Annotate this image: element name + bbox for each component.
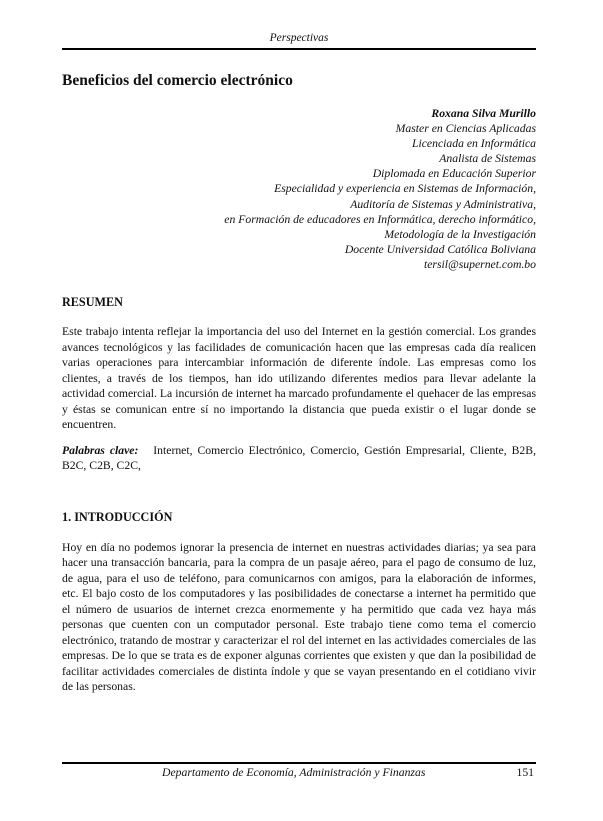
author-credential: Docente Universidad Católica Boliviana bbox=[344, 242, 536, 256]
page-footer bbox=[62, 760, 536, 786]
resumen-heading: RESUMEN bbox=[62, 295, 123, 310]
resumen-paragraph: Este trabajo intenta reflejar la importancia del uso del Internet en la gestión comercial. Los grandes avances tecnológicos y las facilidades de comunicación hacen que las empresas cada día realicen varias operaciones para intercambiar información de diferente índole. Las empresas como los clientes, a través de los tiempos, han ido utilizando diferentes medios para llevar adelante la actividad comercial. La incursión de internet ha marcado profundamente el quehacer de las empresas y éstas se comunican entre sí no importando la distancia que pueda existir o el lugar donde se encuentren. bbox=[62, 325, 536, 432]
footer-rule bbox=[62, 762, 536, 764]
page-body bbox=[62, 30, 536, 695]
author-credential: Diplomada en Educación Superior bbox=[372, 167, 536, 181]
keywords-label: Palabras clave: bbox=[62, 443, 139, 457]
introduccion-heading: 1. INTRODUCCIÓN bbox=[62, 509, 173, 524]
keywords-paragraph bbox=[62, 443, 536, 474]
author-credential: Metodología de la Investigación bbox=[384, 227, 536, 241]
running-head: Perspectivas bbox=[269, 32, 329, 44]
author-credential: Analista de Sistemas bbox=[439, 152, 536, 166]
author-credential: Licenciada en Informática bbox=[412, 137, 536, 151]
footer-department: Departamento de Economía, Administración y Finanzas bbox=[162, 766, 426, 779]
author-credential: Especialidad y experiencia en Sistemas de Información, bbox=[274, 182, 536, 196]
author-credential: Auditoría de Sistemas y Administrativa, bbox=[350, 197, 536, 211]
author-name: Roxana Silva Murillo bbox=[431, 107, 536, 120]
author-credential: Master en Ciencias Aplicadas bbox=[395, 122, 536, 136]
header-rule bbox=[62, 48, 536, 50]
author-credential: en Formación de educadores en Informática, derecho informático, bbox=[224, 212, 536, 226]
introduccion-paragraph: Hoy en día no podemos ignorar la presencia de internet en nuestras actividades diarias; ya sea para hacer una transacción bancaria, para la compra de un pasaje aéreo, para el pago de consumo de luz, de agua, para el uso de teléfono, para comunicarnos con amigos, para la elaboración de informes, etc. El bajo costo de los computadores y las posibilidades de conectarse a internet ha permitido que el número de usuarios de internet crezca enormemente y ha permitido que cada vez haya más personas que cuenten con un computador personal. Este trabajo tiene como tema el comercio electrónico, tratando de mostrar y caracterizar el rol del internet en las actividades comerciales de las empresas. De lo que se trata es de exponer algunas corrientes que existen y que dan la posibilidad de facilitar actividades comerciales de distinta índole y que se vayan presentando en el cotidiano vivir de las personas. bbox=[62, 540, 536, 694]
author-email[interactable]: tersil@supernet.com.bo bbox=[423, 257, 536, 271]
author-block bbox=[62, 106, 536, 272]
article-title: Beneficios del comercio electrónico bbox=[62, 72, 293, 89]
keywords-list: Internet, Comercio Electrónico, Comercio, Gestión Empresarial, Cliente, B2B, B2C, C2B, C2C, bbox=[62, 443, 536, 473]
page-number: 151 bbox=[516, 766, 534, 779]
